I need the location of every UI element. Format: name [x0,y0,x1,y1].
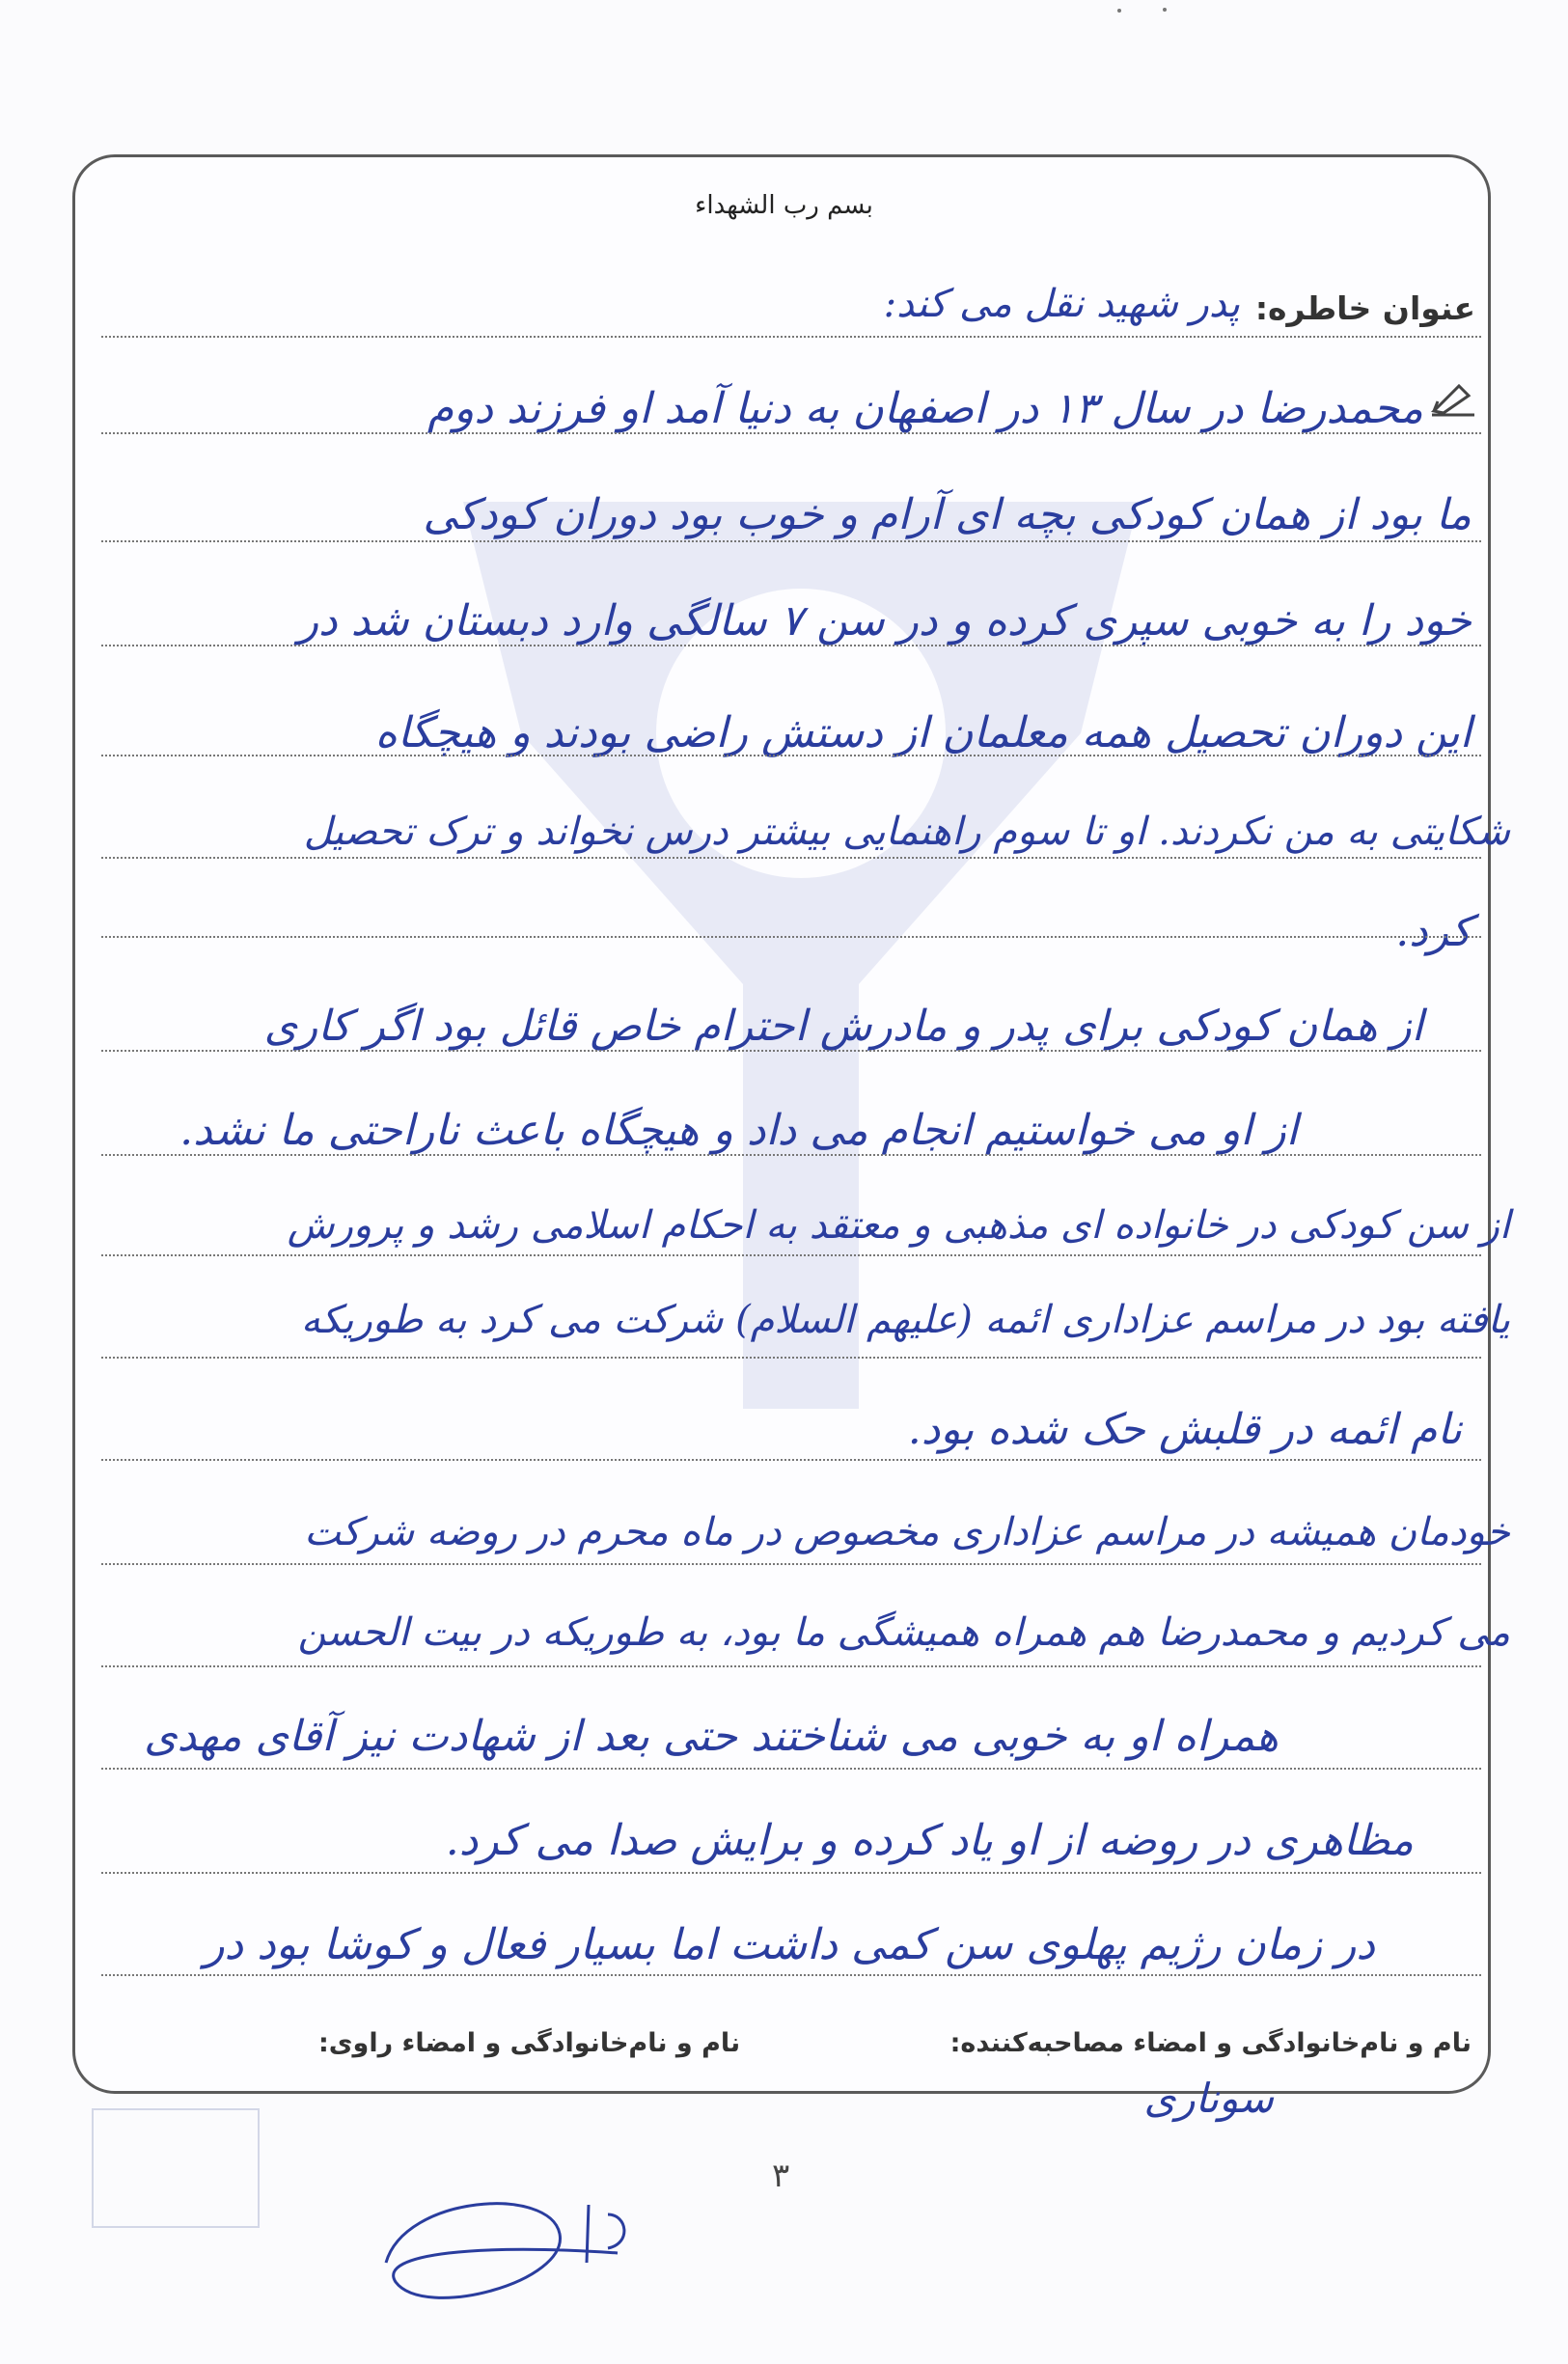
ruled-line [101,1665,1481,1667]
memory-title-label: عنوان خاطره: [1254,289,1475,327]
memory-line: محمدرضا در سال ۱۳ در اصفهان به دنیا آمد او فرزند دوم [426,384,1423,433]
memory-line: مظاهری در روضه از او یاد کرده و برایش صدا می کرد. [445,1816,1414,1865]
memory-line: کرد. [1395,907,1472,956]
memory-line: ما بود از همان کودکی بچه ای آرام و خوب بود دوران کودکی [423,490,1472,539]
ruled-line [101,1154,1481,1156]
ruled-line [101,432,1481,434]
stamp-mark [92,2108,260,2228]
interviewer-name: سوناری [1143,2075,1274,2122]
memory-line: یافته بود در مراسم عزاداری ائمه (علیهم السلام) شرکت می کرد به طوریکه [300,1298,1510,1342]
ruled-line [101,1872,1481,1874]
memory-line: این دوران تحصیل همه معلمان از دستش راضی بودند و هیچگاه [374,708,1472,757]
ruled-line [101,1563,1481,1565]
interviewer-signature-label: نام و نام‌خانوادگی و امضاء مصاحبه‌کننده: [949,2028,1472,2058]
memory-line: می کردیم و محمدرضا هم همراه همیشگی ما بود، به طوریکه در بیت الحسن [297,1610,1510,1655]
ruled-line [101,1974,1481,1976]
ruled-line [101,540,1481,542]
memory-title-value: پدر شهید نقل می کند: [883,282,1240,326]
memory-line: نام ائمه در قلبش حک شده بود. [907,1405,1462,1454]
memory-line: از همان کودکی برای پدر و مادرش احترام خاص قائل بود اگر کاری [263,1002,1423,1051]
ruled-line [101,755,1481,756]
narrator-signature-label: نام و نام‌خانوادگی و امضاء راوی: [318,2028,741,2058]
ruled-line [101,1050,1481,1052]
page-number: ۳ [772,2157,790,2195]
ruled-line [101,1254,1481,1256]
memory-line: همراه او به خوبی می شناختند حتی بعد از شهادت نیز آقای مهدی [144,1712,1279,1761]
memory-line: شکایتی به من نکردند. او تا سوم راهنمایی بیشتر درس نخواند و ترک تحصیل [303,810,1510,854]
signature-mark [367,2176,656,2340]
memory-line: در زمان رژیم پهلوی سن کمی داشت اما بسیار فعال و کوشا بود در [204,1920,1375,1969]
memory-line: خود را به خوبی سپری کرده و در سن ۷ سالگی وارد دبستان شد در [297,596,1472,646]
memory-line: خودمان همیشه در مراسم عزاداری مخصوص در ماه محرم در روضه شرکت [304,1510,1510,1554]
bismillah-heading: بسم رب الشهداء [695,191,873,220]
ruled-line [101,645,1481,646]
memory-line: از او می خواستیم انجام می داد و هیچگاه باعث ناراحتی ما نشد. [179,1106,1298,1155]
ruled-line [101,1357,1481,1359]
top-edge-marks [1114,6,1172,15]
ruled-line [101,857,1481,859]
memory-line: از سن کودکی در خانواده ای مذهبی و معتقد به احکام اسلامی رشد و پرورش [287,1203,1510,1248]
ruled-line [101,936,1481,938]
ruled-line [101,336,1481,338]
ruled-line [101,1459,1481,1461]
pen-icon [1430,378,1476,417]
ruled-line [101,1768,1481,1770]
